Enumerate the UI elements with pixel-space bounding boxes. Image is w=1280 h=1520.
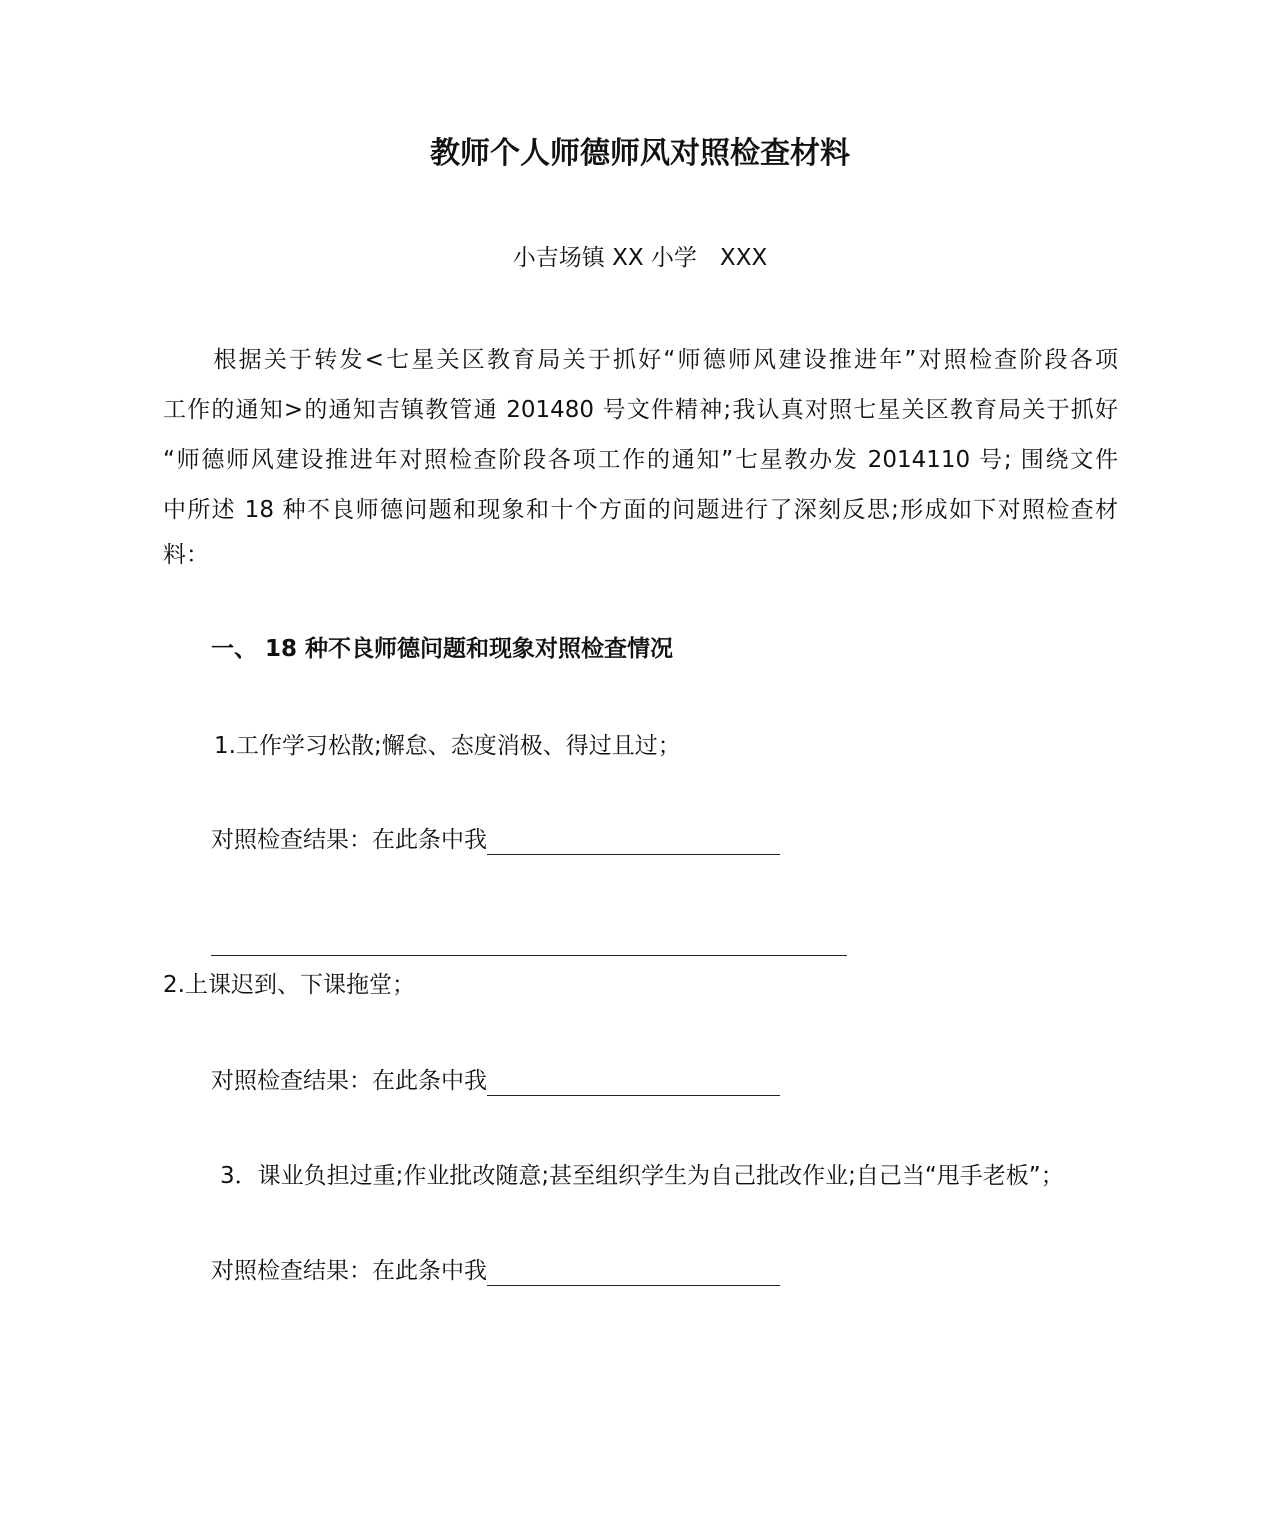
answer-blank	[487, 830, 780, 855]
section-heading: 一、 18 种不良师德问题和现象对照检查情况	[211, 636, 674, 662]
item-2-text: 2.上课迟到、下课拖堂；	[163, 972, 415, 998]
answer-blank	[487, 1071, 780, 1096]
intro-line: “师德师风建设推进年对照检查阶段各项工作的通知”七星教办发 2014110 号; 围绕文件	[163, 447, 1118, 473]
intro-line: 中所述 18 种不良师德问题和现象和十个方面的问题进行了深刻反思;形成如下对照检查材	[163, 497, 1118, 523]
intro-line: 根据关于转发<七星关区教育局关于抓好“师德师风建设推进年”对照检查阶段各项	[163, 347, 1118, 373]
answer-blank	[487, 1261, 780, 1286]
intro-line: 料：	[163, 542, 209, 568]
document-title: 教师个人师德师风对照检查材料	[430, 136, 850, 171]
answer-line	[211, 955, 847, 956]
intro-line: 工作的通知>的通知吉镇教管通 201480 号文件精神;我认真对照七星关区教育局关于抓好	[163, 397, 1118, 423]
result-label: 对照检查结果：在此条中我	[211, 1068, 487, 1094]
item-3-result	[211, 1256, 780, 1286]
result-label: 对照检查结果：在此条中我	[211, 827, 487, 853]
item-1-text: 1.工作学习松散;懈怠、态度消极、得过且过；	[214, 733, 681, 759]
item-2-result	[211, 1066, 780, 1096]
item-3-text: 3．课业负担过重;作业批改随意;甚至组织学生为自己批改作业;自己当“甩手老板”；	[220, 1163, 1064, 1189]
item-1-result	[211, 825, 780, 855]
author-line: 小吉场镇 XX 小学 XXX	[512, 245, 768, 271]
result-label: 对照检查结果：在此条中我	[211, 1258, 487, 1284]
